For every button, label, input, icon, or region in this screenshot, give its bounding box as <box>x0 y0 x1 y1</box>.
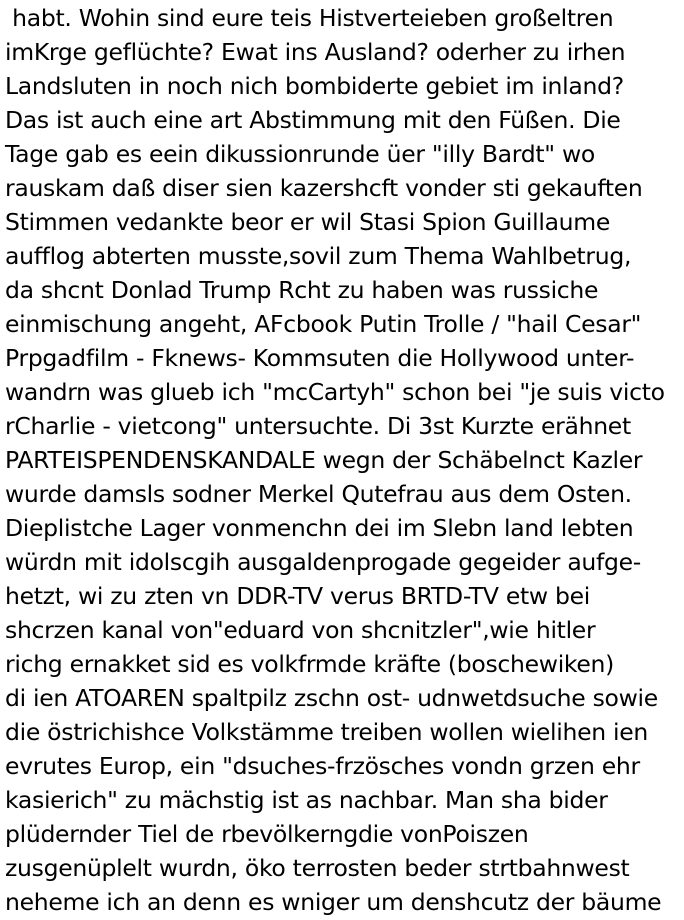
text-line-12: wandrn was glueb ich "mcCartyh" schon bei "je suis victo <box>5 378 665 406</box>
text-line-20: richg ernakket sid es volkfrmde kräfte (boschewiken) <box>5 650 615 678</box>
text-line-15: wurde damsls sodner Merkel Qutefrau aus dem Osten. <box>5 480 632 508</box>
text-line-11: Prpgadfilm - Fknews- Kommsuten die Hollywood unter- <box>5 344 635 372</box>
text-line-23: evrutes Europ, ein "dsuches-frzösches vondn grzen ehr <box>5 752 640 780</box>
text-line-24: kasierich" zu mächstig ist as nachbar. Man sha bider <box>5 786 608 814</box>
text-line-19: shcrzen kanal von"eduard von shcnitzler",wie hitler <box>5 616 596 644</box>
text-line-1: habt. Wohin sind eure teis Histverteieben großeltren <box>5 4 614 32</box>
text-line-26: zusgenüplelt wurdn, öko terrosten beder strtbahnwest <box>5 854 630 882</box>
text-line-6: rauskam daß diser sien kazershcft vonder sti gekauften <box>5 174 643 202</box>
text-line-10: einmischung angeht, AFcbook Putin Trolle / "hail Cesar" <box>5 310 642 338</box>
text-line-7: Stimmen vedankte beor er wil Stasi Spion Guillaume <box>5 208 611 236</box>
text-line-17: würdn mit idolscgih ausgaldenprogade gegeider aufge- <box>5 548 641 576</box>
text-line-4: Das ist auch eine art Abstimmung mit den Füßen. Die <box>5 106 621 134</box>
text-line-27: neheme ich an denn es wniger um denshcutz der bäume <box>5 888 662 916</box>
text-line-2: imKrge geflüchte? Ewat ins Ausland? oderher zu irhen <box>5 38 626 66</box>
text-line-25: plüdernder Tiel de rbevölkerngdie vonPoiszen <box>5 820 529 848</box>
text-line-3: Landsluten in noch nich bombiderte gebiet im inland? <box>5 72 624 100</box>
text-line-21: di ien ATOAREN spaltpilz zschn ost- udnwetdsuche sowie <box>5 684 658 712</box>
text-line-13: rCharlie - vietcong" untersuchte. Di 3st Kurzte erähnet <box>5 412 631 440</box>
text-line-8: aufflog abterten musste,sovil zum Thema Wahlbetrug, <box>5 242 632 270</box>
text-line-16: Dieplistche Lager vonmenchn dei im Slebn land lebten <box>5 514 634 542</box>
text-line-14: PARTEISPENDENSKANDALE wegn der Schäbelnct Kazler <box>5 446 643 474</box>
text-line-18: hetzt, wi zu zten vn DDR-TV verus BRTD-TV etw bei <box>5 582 591 610</box>
text-line-5: Tage gab es eein dikussionrunde üer "illy Bardt" wo <box>5 140 595 168</box>
text-line-22: die östrichishce Volkstämme treiben wollen wielihen ien <box>5 718 648 746</box>
text-line-9: da shcnt Donlad Trump Rcht zu haben was russiche <box>5 276 599 304</box>
